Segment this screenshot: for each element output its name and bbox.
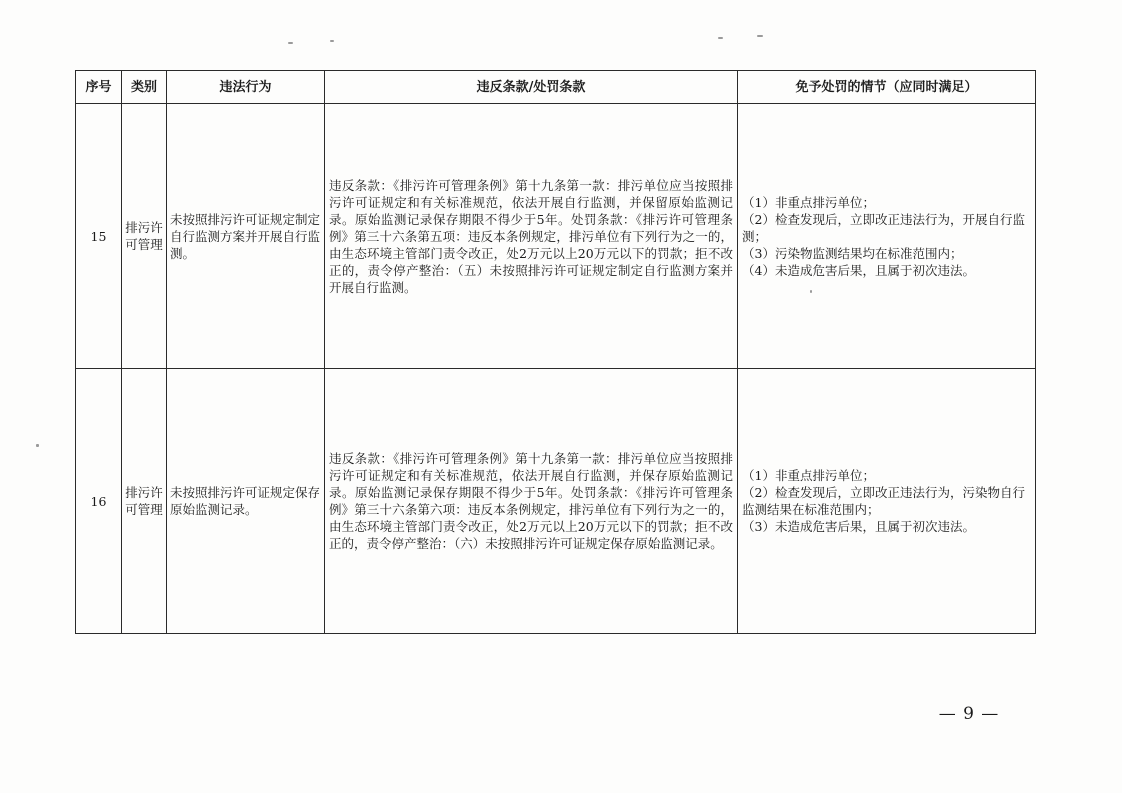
row-category: 排污许可管理: [122, 104, 167, 369]
table-row: [76, 104, 1036, 369]
row-violation: 未按照排污许可证规定保存原始监测记录。: [167, 369, 325, 634]
exemption-item: （3）污染物监测结果均在标准范围内；: [742, 245, 963, 261]
exemption-item: （3）未造成危害后果，且属于初次违法。: [742, 519, 975, 534]
table-header-row: [76, 71, 1036, 104]
row-exemptions: [738, 104, 1036, 369]
header-exemption: 免予处罚的情节（应同时满足）: [738, 71, 1036, 104]
row-category: 排污许可管理: [122, 369, 167, 634]
exemption-item: （1）非重点排污单位；: [742, 468, 875, 483]
penalty-exemption-table: [75, 70, 1036, 634]
row-exemptions: [738, 369, 1036, 634]
scan-speck: [757, 35, 763, 37]
header-seq: 序号: [76, 71, 122, 104]
exemption-item: （2）检查发现后，立即改正违法行为，污染物自行监测结果在标准范围内；: [742, 485, 1025, 517]
exemption-item: （1）非重点排污单位；: [742, 194, 875, 210]
row-seq: 16: [76, 369, 122, 634]
row-clause: 违反条款：《排污许可管理条例》第十九条第一款：排污单位应当按照排污许可证规定和有关标准规范，依法开展自行监测，并保留原始监测记录。原始监测记录保存期限不得少于5年。处罚条款：《排污许可管理条例》第三十六条第五项：违反本条例规定，排污单位有下列行为之一的，由生态环境主管部门责令改正，处2万元以上20万元以下的罚款；拒不改正的，责令停产整治：（五）未按照排污许可证规定制定自行监测方案并开展自行监测。: [325, 104, 738, 369]
scan-speck: [288, 42, 293, 44]
scan-speck: [718, 37, 723, 39]
header-clause: 违反条款/处罚条款: [325, 71, 738, 104]
row-clause: 违反条款：《排污许可管理条例》第十九条第一款：排污单位应当按照排污许可证规定和有关标准规范，依法开展自行监测，并保存原始监测记录。原始监测记录保存期限不得少于5年。处罚条款：《排污许可管理条例》第三十六条第六项：违反本条例规定，排污单位有下列行为之一的，由生态环境主管部门责令改正，处2万元以上20万元以下的罚款；拒不改正的，责令停产整治：（六）未按照排污许可证规定保存原始监测记录。: [325, 369, 738, 634]
row-seq: 15: [76, 104, 122, 369]
page-number: — 9 —: [938, 704, 1000, 724]
exemption-item: （2）检查发现后，立即改正违法行为，开展自行监测；: [742, 211, 1025, 244]
table-row: [76, 369, 1036, 634]
scan-speck: [36, 444, 39, 447]
header-category: 类别: [122, 71, 167, 104]
exemption-item: （4）未造成危害后果，且属于初次违法。: [742, 262, 975, 278]
scan-speck: [330, 40, 334, 42]
header-violation: 违法行为: [167, 71, 325, 104]
row-violation: 未按照排污许可证规定制定自行监测方案并开展自行监测。: [167, 104, 325, 369]
